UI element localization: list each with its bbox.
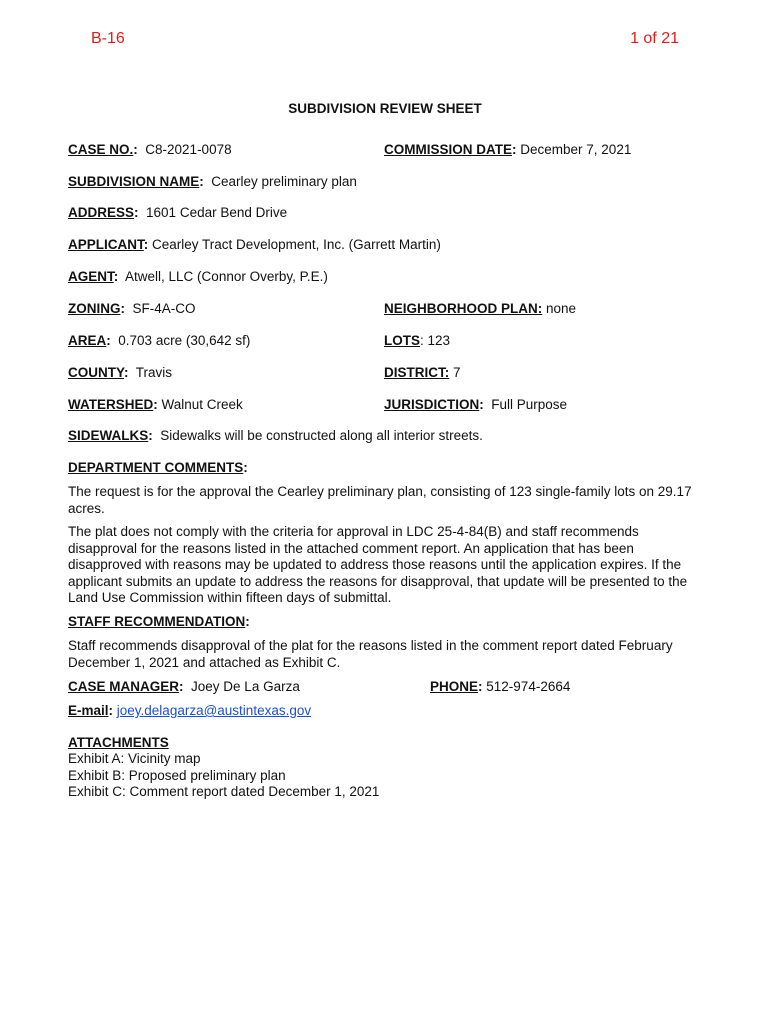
department-comments-heading: DEPARTMENT COMMENTS: — [68, 460, 248, 475]
sidewalks-value: Sidewalks will be constructed along all interior streets. — [160, 428, 483, 443]
case-manager-value: Joey De La Garza — [191, 679, 300, 694]
address-row: ADDRESS: 1601 Cedar Bend Drive — [68, 205, 288, 220]
jurisdiction-label: JURISDICTION — [384, 397, 480, 412]
commission-date-value: December 7, 2021 — [520, 142, 632, 157]
staff-recommendation-label: STAFF RECOMMENDATION — [68, 614, 246, 629]
zoning-value: SF-4A-CO — [132, 301, 196, 316]
sidewalks-row: SIDEWALKS: Sidewalks will be constructed along all interior streets. — [68, 428, 483, 443]
page-count: 1 of 21 — [630, 30, 679, 47]
staff-recommendation-text: Staff recommends disapproval of the plat for the reasons listed in the comment report dated February December 1, 2021 and attached as Exhibit C. — [68, 638, 673, 670]
county-label: COUNTY — [68, 365, 124, 380]
jurisdiction-value: Full Purpose — [491, 397, 568, 412]
attachment-item: Exhibit C: Comment report dated December 1, 2021 — [68, 783, 380, 799]
zoning-row: ZONING: SF-4A-CO — [68, 301, 196, 316]
commission-date-row: COMMISSION DATE: December 7, 2021 — [384, 142, 632, 157]
department-comments-paragraph-1: The request is for the approval the Cearley preliminary plan, consisting of 123 single-family lots on 29.17 acres. — [68, 484, 692, 516]
case-no-row: CASE NO.: C8-2021-0078 — [68, 142, 232, 157]
address-value: 1601 Cedar Bend Drive — [146, 205, 288, 220]
email-link[interactable]: joey.delagarza@austintexas.gov — [116, 703, 312, 718]
department-comments-label: DEPARTMENT COMMENTS — [68, 460, 244, 475]
applicant-value: Cearley Tract Development, Inc. (Garrett Martin) — [152, 237, 441, 252]
district-row — [384, 365, 461, 380]
subdivision-name-label: SUBDIVISION NAME — [68, 174, 200, 189]
neighborhood-plan-value: none — [546, 301, 577, 316]
case-manager-label: CASE MANAGER — [68, 679, 180, 694]
commission-date-label: COMMISSION DATE — [384, 142, 512, 157]
district-label: DISTRICT: — [384, 365, 450, 380]
lots-label: LOTS — [384, 333, 420, 348]
page-title: SUBDIVISION REVIEW SHEET — [288, 101, 482, 116]
staff-recommendation-heading: STAFF RECOMMENDATION: — [68, 614, 250, 629]
case-no-label: CASE NO. — [68, 142, 134, 157]
agent-label: AGENT — [68, 269, 114, 284]
case-no-value: C8-2021-0078 — [145, 142, 232, 157]
area-value: 0.703 acre (30,642 sf) — [118, 333, 251, 348]
email-row: E-mail: joey.delagarza@austintexas.gov — [68, 703, 312, 718]
phone-value: 512-974-2664 — [486, 679, 571, 694]
watershed-row: WATERSHED: Walnut Creek — [68, 397, 243, 412]
lots-value: 123 — [427, 333, 451, 348]
county-value: Travis — [135, 365, 173, 380]
subdivision-name-value: Cearley preliminary plan — [211, 174, 357, 189]
phone-row: PHONE: 512-974-2664 — [430, 679, 571, 694]
area-row: AREA: 0.703 acre (30,642 sf) — [68, 333, 251, 348]
district-value: 7 — [453, 365, 461, 380]
attachments-title: ATTACHMENTS — [68, 735, 169, 750]
email-label: E-mail — [68, 703, 109, 718]
attachment-item: Exhibit B: Proposed preliminary plan — [68, 767, 286, 783]
subdivision-name-row: SUBDIVISION NAME: Cearley preliminary plan — [68, 174, 357, 189]
case-manager-row: CASE MANAGER: Joey De La Garza — [68, 679, 300, 694]
phone-label: PHONE — [430, 679, 479, 694]
agent-value: Atwell, LLC (Connor Overby, P.E.) — [125, 269, 328, 284]
department-comments-paragraph-2: The plat does not comply with the criteria for approval in LDC 25-4-84(B) and staff recommends disapproval for the reasons listed in the attached comment report. An application that has been disapproved with reasons may be updated to address those reasons until the application expires. If the applicant submits an update to address the reasons for disapproval, that update will be presented to the Land Use Commission within fifteen days of submittal. — [68, 524, 688, 605]
address-label: ADDRESS — [68, 205, 135, 220]
neighborhood-plan-row — [384, 301, 576, 316]
watershed-value: Walnut Creek — [161, 397, 243, 412]
exhibit-number: B-16 — [91, 30, 125, 47]
area-label: AREA — [68, 333, 107, 348]
watershed-label: WATERSHED — [68, 397, 154, 412]
attachments-section — [68, 735, 379, 800]
lots-row: LOTS: 123 — [384, 333, 451, 348]
jurisdiction-row: JURISDICTION: Full Purpose — [384, 397, 568, 412]
attachment-item: Exhibit A: Vicinity map — [68, 751, 201, 767]
neighborhood-plan-label: NEIGHBORHOOD PLAN: — [384, 301, 543, 316]
applicant-label: APPLICANT — [68, 237, 144, 252]
sidewalks-label: SIDEWALKS — [68, 428, 149, 443]
county-row: COUNTY: Travis — [68, 365, 173, 380]
zoning-label: ZONING — [68, 301, 121, 316]
applicant-row: APPLICANT: Cearley Tract Development, Inc. (Garrett Martin) — [68, 237, 441, 252]
agent-row: AGENT: Atwell, LLC (Connor Overby, P.E.) — [68, 269, 328, 284]
